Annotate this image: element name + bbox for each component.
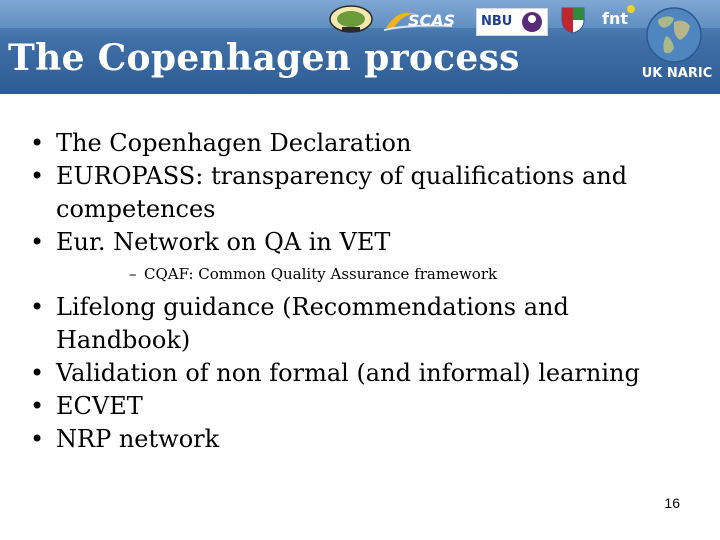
bullet-item — [0, 357, 676, 390]
bullet-text: The Copenhagen Declaration — [56, 129, 412, 157]
bullet-list — [0, 127, 720, 456]
bullet-dot: • — [30, 228, 45, 256]
uk-naric-label: UK NARIC — [641, 66, 713, 81]
bullet-text: Eur. Network on QA in VET — [56, 228, 391, 256]
fnt-logo — [600, 4, 636, 34]
bullet-text: EUROPASS: transparency of qualifications and competences — [56, 162, 628, 223]
shield-logo — [560, 6, 586, 34]
bullet-item — [0, 390, 676, 423]
bullet-item — [0, 226, 676, 259]
nbu-logo-text: NBU — [481, 14, 513, 29]
globe-icon — [644, 6, 704, 64]
edrim-logo — [328, 4, 374, 34]
bullet-item — [0, 423, 676, 456]
fnt-logo-text: fnt — [602, 9, 628, 28]
scas-logo-text: SCAS — [408, 11, 456, 30]
bullet-dot: • — [30, 162, 45, 190]
bullet-item — [0, 291, 676, 357]
sub-bullet-item — [0, 263, 720, 285]
bullet-dot: • — [30, 129, 45, 157]
page-number: 16 — [664, 495, 680, 511]
bullet-item — [0, 160, 676, 226]
slide-title: The Copenhagen process — [8, 37, 520, 79]
bullet-text: Validation of non formal (and informal) learning — [56, 359, 640, 387]
slide-header — [0, 0, 720, 94]
bullet-dot: • — [30, 293, 45, 321]
bullet-dot: • — [30, 425, 45, 453]
bullet-dot: • — [30, 359, 45, 387]
bullet-item — [0, 127, 676, 160]
sub-bullet-text: CQAF: Common Quality Assurance framework — [144, 265, 498, 283]
nbu-logo — [476, 8, 548, 36]
bullet-text: ECVET — [56, 392, 143, 420]
scas-logo — [382, 6, 462, 34]
bullet-text: Lifelong guidance (Recommendations and Handbook) — [56, 293, 569, 354]
sub-bullet-dash: – — [129, 265, 137, 283]
bullet-text: NRP network — [56, 425, 220, 453]
bullet-dot: • — [30, 392, 45, 420]
